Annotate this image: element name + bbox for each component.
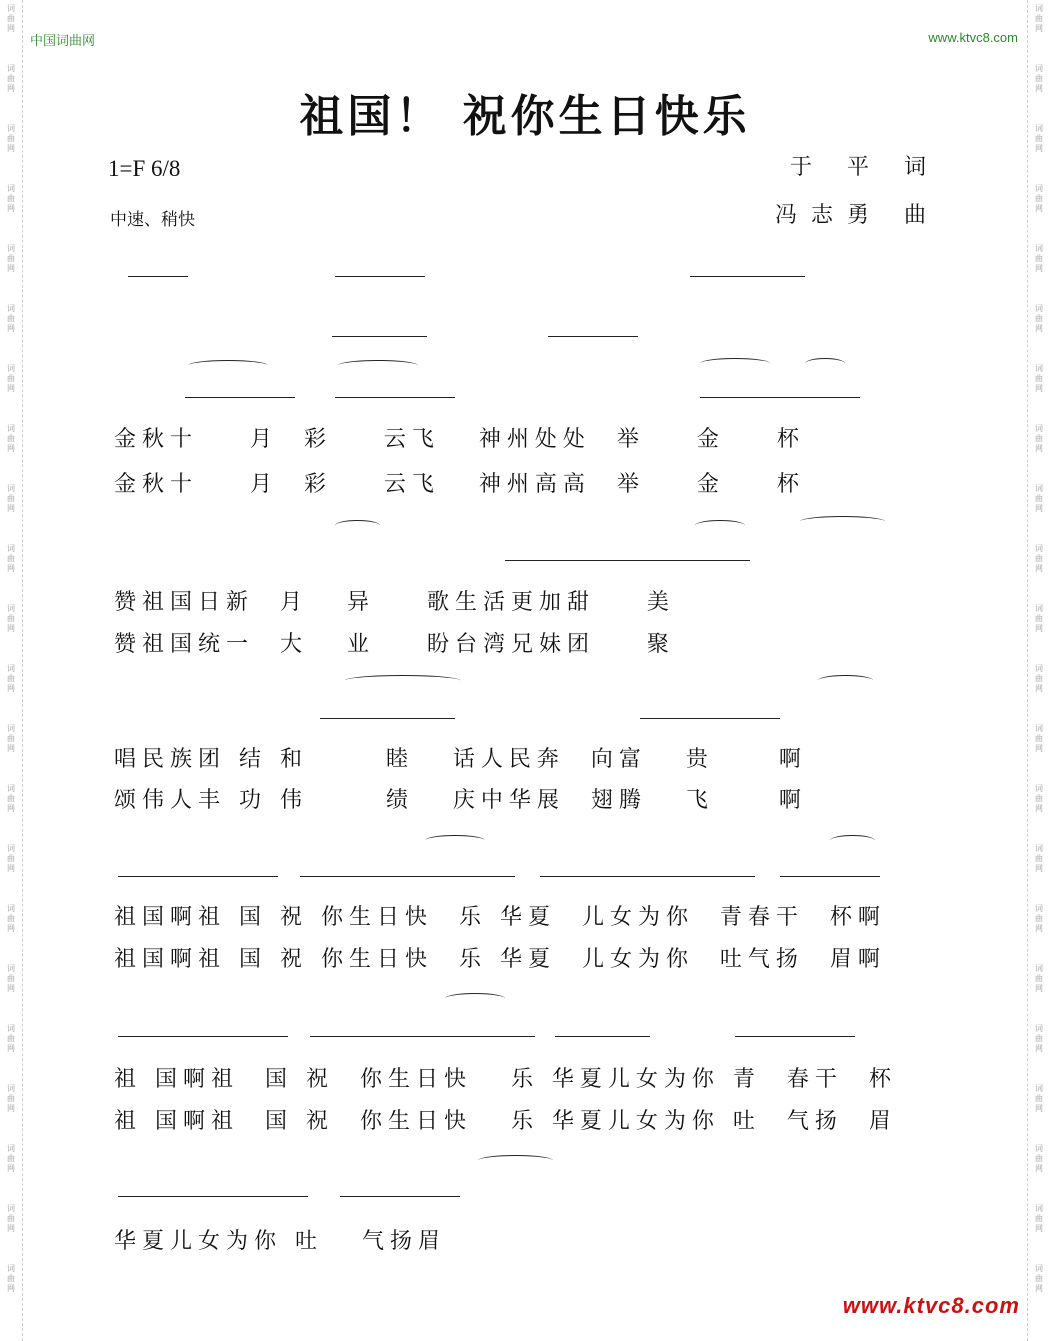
beam-underline: [735, 1036, 855, 1037]
beam-underline: [700, 397, 860, 398]
beam-underline: [118, 876, 278, 877]
lyricist-credit: 于 平 词: [790, 155, 940, 180]
watermark-text: 词 曲 网: [1035, 1264, 1043, 1293]
lyrics-line: 祖国啊祖 国 祝 你生日快 乐 华夏 儿女为你 青春干 杯啊: [114, 905, 886, 930]
watermark-text: 词 曲 网: [1035, 904, 1043, 933]
notation-line-5: [112, 687, 947, 721]
watermark-text: 词 曲 网: [7, 544, 15, 573]
lyrics-line: 颂伟人丰 功 伟 绩 庆中华展 翅腾 飞 啊: [114, 788, 807, 813]
watermark-text: 词 曲 网: [7, 844, 15, 873]
watermark-text: 词 曲 网: [1035, 4, 1043, 33]
beam-underline: [690, 276, 805, 277]
watermark-text: 词 曲 网: [7, 784, 15, 813]
watermark-text: 词 曲 网: [7, 664, 15, 693]
watermark-text: 词 曲 网: [7, 1264, 15, 1293]
watermark-text: 词 曲 网: [7, 424, 15, 453]
watermark-text: 词 曲 网: [1035, 424, 1043, 453]
lyrics-line: 祖国啊祖 国 祝 你生日快 乐 华夏 儿女为你 吐气扬 眉啊: [114, 947, 886, 972]
notation-line-7: [112, 1005, 947, 1039]
watermark-text: 词 曲 网: [7, 484, 15, 513]
watermark-text: 词 曲 网: [1035, 724, 1043, 753]
lyrics-line: 唱民族团 结 和 睦 话人民奔 向富 贵 啊: [114, 747, 807, 772]
slur-mark: [338, 360, 418, 371]
slur-mark: [818, 675, 873, 686]
notation-line-8: [112, 1165, 947, 1199]
slur-mark: [830, 835, 875, 846]
watermark-text: 词 曲 网: [1035, 604, 1043, 633]
watermark-text: 词 曲 网: [1035, 784, 1043, 813]
watermark-text: 词 曲 网: [7, 604, 15, 633]
beam-underline: [128, 276, 188, 277]
slur-mark: [445, 993, 505, 1004]
slur-mark: [695, 520, 745, 531]
beam-underline: [505, 560, 750, 561]
lyrics-line: 赞祖国统一 大 业 盼台湾兄妹团 聚: [114, 632, 675, 657]
beam-underline: [540, 876, 755, 877]
watermark-text: 词 曲 网: [7, 4, 15, 33]
watermark-text: 词 曲 网: [1035, 1144, 1043, 1173]
watermark-text: 词 曲 网: [1035, 124, 1043, 153]
lyrics-line: 金秋十 月 彩 云飞 神州处处 举 金 杯: [114, 427, 805, 452]
slur-mark: [805, 358, 845, 369]
lyrics-line: 祖 国啊祖 国 祝 你生日快 乐 华夏儿女为你 青 春干 杯: [114, 1067, 897, 1092]
watermark-text: 词 曲 网: [1035, 244, 1043, 273]
slur-mark: [345, 675, 460, 686]
beam-underline: [310, 1036, 535, 1037]
watermark-text: 词 曲 网: [7, 964, 15, 993]
watermark-text: 词 曲 网: [7, 364, 15, 393]
notation-line-4: [112, 528, 947, 562]
notation-line-1: [112, 245, 947, 279]
watermark-text: 词 曲 网: [1035, 484, 1043, 513]
watermark-text: 词 曲 网: [7, 64, 15, 93]
composer-credit: 冯志勇 曲: [775, 203, 940, 228]
slur-mark: [800, 516, 885, 527]
slur-mark: [700, 358, 770, 369]
beam-underline: [640, 718, 780, 719]
notation-line-6: [112, 845, 947, 879]
slur-mark: [425, 835, 485, 846]
beam-underline: [118, 1036, 288, 1037]
site-logo-link[interactable]: www.ktvc8.com: [842, 1293, 1020, 1318]
watermark-text: 词 曲 网: [1035, 544, 1043, 573]
watermark-text: 词 曲 网: [7, 1144, 15, 1173]
watermark-text: 词 曲 网: [7, 304, 15, 333]
slur-mark: [188, 360, 268, 371]
beam-underline: [335, 276, 425, 277]
beam-underline: [332, 336, 427, 337]
watermark-text: 词 曲 网: [7, 1084, 15, 1113]
watermark-text: 词 曲 网: [7, 184, 15, 213]
watermark-text: 词 曲 网: [7, 124, 15, 153]
watermark-text: 词 曲 网: [1035, 1024, 1043, 1053]
watermark-text: 词 曲 网: [7, 244, 15, 273]
lyrics-line: 华夏儿女为你 吐 气扬眉: [114, 1229, 446, 1254]
lyrics-line: 赞祖国日新 月 异 歌生活更加甜 美: [114, 590, 675, 615]
beam-underline: [780, 876, 880, 877]
notation-line-2: [112, 305, 947, 339]
slur-mark: [335, 520, 380, 531]
watermark-text: 词 曲 网: [1035, 304, 1043, 333]
tempo-marking: 中速、稍快: [110, 210, 195, 230]
beam-underline: [555, 1036, 650, 1037]
beam-underline: [548, 336, 638, 337]
watermark-text: 词 曲 网: [1035, 664, 1043, 693]
watermark-text: 词 曲 网: [1035, 1084, 1043, 1113]
watermark-text: 词 曲 网: [7, 1204, 15, 1233]
left-margin-watermark: [0, 0, 23, 1341]
watermark-text: 词 曲 网: [1035, 184, 1043, 213]
beam-underline: [335, 397, 455, 398]
beam-underline: [320, 718, 455, 719]
right-margin-watermark: [1027, 0, 1050, 1341]
site-url-link[interactable]: www.ktvc8.com: [928, 30, 1018, 45]
watermark-text: 词 曲 网: [1035, 964, 1043, 993]
lyrics-line: 金秋十 月 彩 云飞 神州高高 举 金 杯: [114, 472, 805, 497]
beam-underline: [185, 397, 295, 398]
beam-underline: [300, 876, 515, 877]
key-signature: 1=F 6/8: [108, 156, 181, 181]
watermark-text: 词 曲 网: [7, 904, 15, 933]
watermark-text: 词 曲 网: [1035, 1204, 1043, 1233]
lyrics-line: 祖 国啊祖 国 祝 你生日快 乐 华夏儿女为你 吐 气扬 眉: [114, 1109, 897, 1134]
watermark-text: 词 曲 网: [1035, 844, 1043, 873]
watermark-text: 词 曲 网: [7, 724, 15, 753]
site-name-link[interactable]: 中国词曲网: [30, 34, 96, 49]
watermark-text: 词 曲 网: [7, 1024, 15, 1053]
slur-mark: [478, 1155, 553, 1166]
watermark-text: 词 曲 网: [1035, 64, 1043, 93]
song-title: 祖国！ 祝你生日快乐: [299, 91, 751, 142]
beam-underline: [118, 1196, 308, 1197]
watermark-text: 词 曲 网: [1035, 364, 1043, 393]
beam-underline: [340, 1196, 460, 1197]
